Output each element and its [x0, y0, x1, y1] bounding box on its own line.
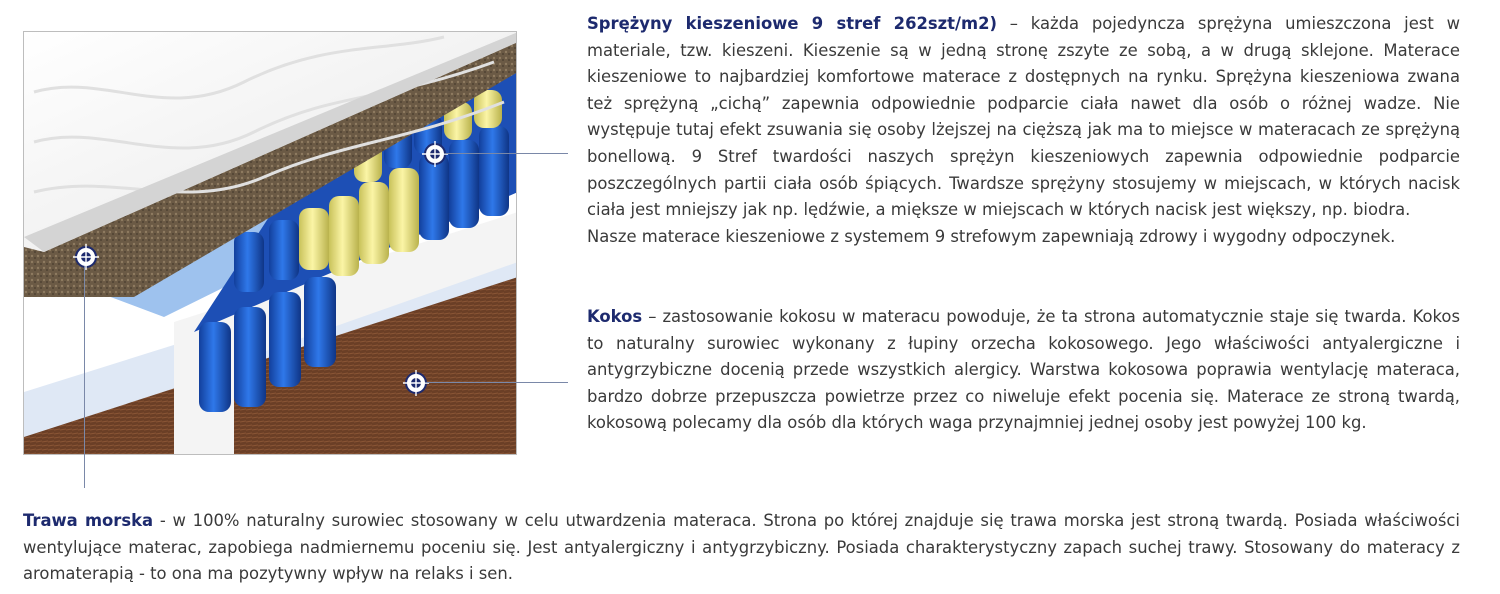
coconut-section — [587, 304, 1460, 437]
springs-section — [587, 11, 1460, 250]
mattress-cross-section-illustration — [23, 31, 517, 455]
seagrass-leader-line — [84, 266, 85, 488]
coconut-body: – zastosowanie kokosu w materacu powoduje, że ta strona automatycznie staje się twarda. Kokos to naturalny surowiec wykonany z łupiny orzecha kokosowego. Jego właściwości antyalergiczne i antygrzybiczne docenią przede wszystkich alergicy. Warstwa kokosowa poprawia wentylację materaca, bardzo dobrze przepuszcza powietrze przez co niweluje efekt pocenia się. Materace ze stroną twardą, kokosową polecamy dla osób dla których waga przynajmniej jednej osoby jest powyżej 100 kg. — [587, 307, 1460, 433]
coconut-leader-line — [425, 382, 568, 383]
seagrass-body: - w 100% naturalny surowiec stosowany w celu utwardzenia materaca. Strona po której znajduje się trawa morska jest stroną twardą. Posiada właściwości wentylujące materac, zapobiega nadmiernemu poceniu się. Jest antyalergiczny i antygrzybiczny. Posiada charakterystyczny zapach suchej trawy. Stosowany do materacy z aromaterapią - to ona ma pozytywny wpływ na relaks i sen. — [23, 511, 1460, 584]
springs-summary: Nasze materace kieszeniowe z systemem 9 strefowym zapewniają zdrowy i wygodny odpoczynek. — [587, 226, 1396, 246]
coconut-paragraph — [587, 304, 1460, 437]
springs-leader-line — [444, 153, 568, 154]
springs-title: Sprężyny kieszeniowe 9 stref 262szt/m2) — [587, 14, 997, 33]
springs-body: – każda pojedyncza sprężyna umieszczona jest w materiale, tzw. kieszeni. Kieszenie są w jedną stronę zszyte ze sobą, a w drugą sklejone. Materace kieszeniowe to najbardziej komfortowe materace z dostępnych na rynku. Sprężyna kieszeniowa zwana też sprężyną „cichą” zapewnia odpowiednie podparcie ciała nawet dla osób o różnej wadze. Nie występuje tutaj efekt zsuwania się osoby lżejszej na cięższą jak ma to miejsce w materacach ze sprężyną bonellową. 9 Stref twardości naszych sprężyn kieszeniowych zapewnia odpowiednie podparcie poszczególnych partii ciała osób śpiących. Twardsze sprężyny stosujemy w miejscach, w których nacisk ciała jest mniejszy jak np. lędźwie, a miększe w miejscach w których nacisk jest większy, np. biodra. — [587, 14, 1460, 220]
springs-paragraph — [587, 11, 1460, 224]
seagrass-title: Trawa morska — [23, 511, 154, 530]
seagrass-section — [23, 508, 1460, 588]
seagrass-paragraph — [23, 508, 1460, 588]
coconut-title: Kokos — [587, 307, 643, 326]
